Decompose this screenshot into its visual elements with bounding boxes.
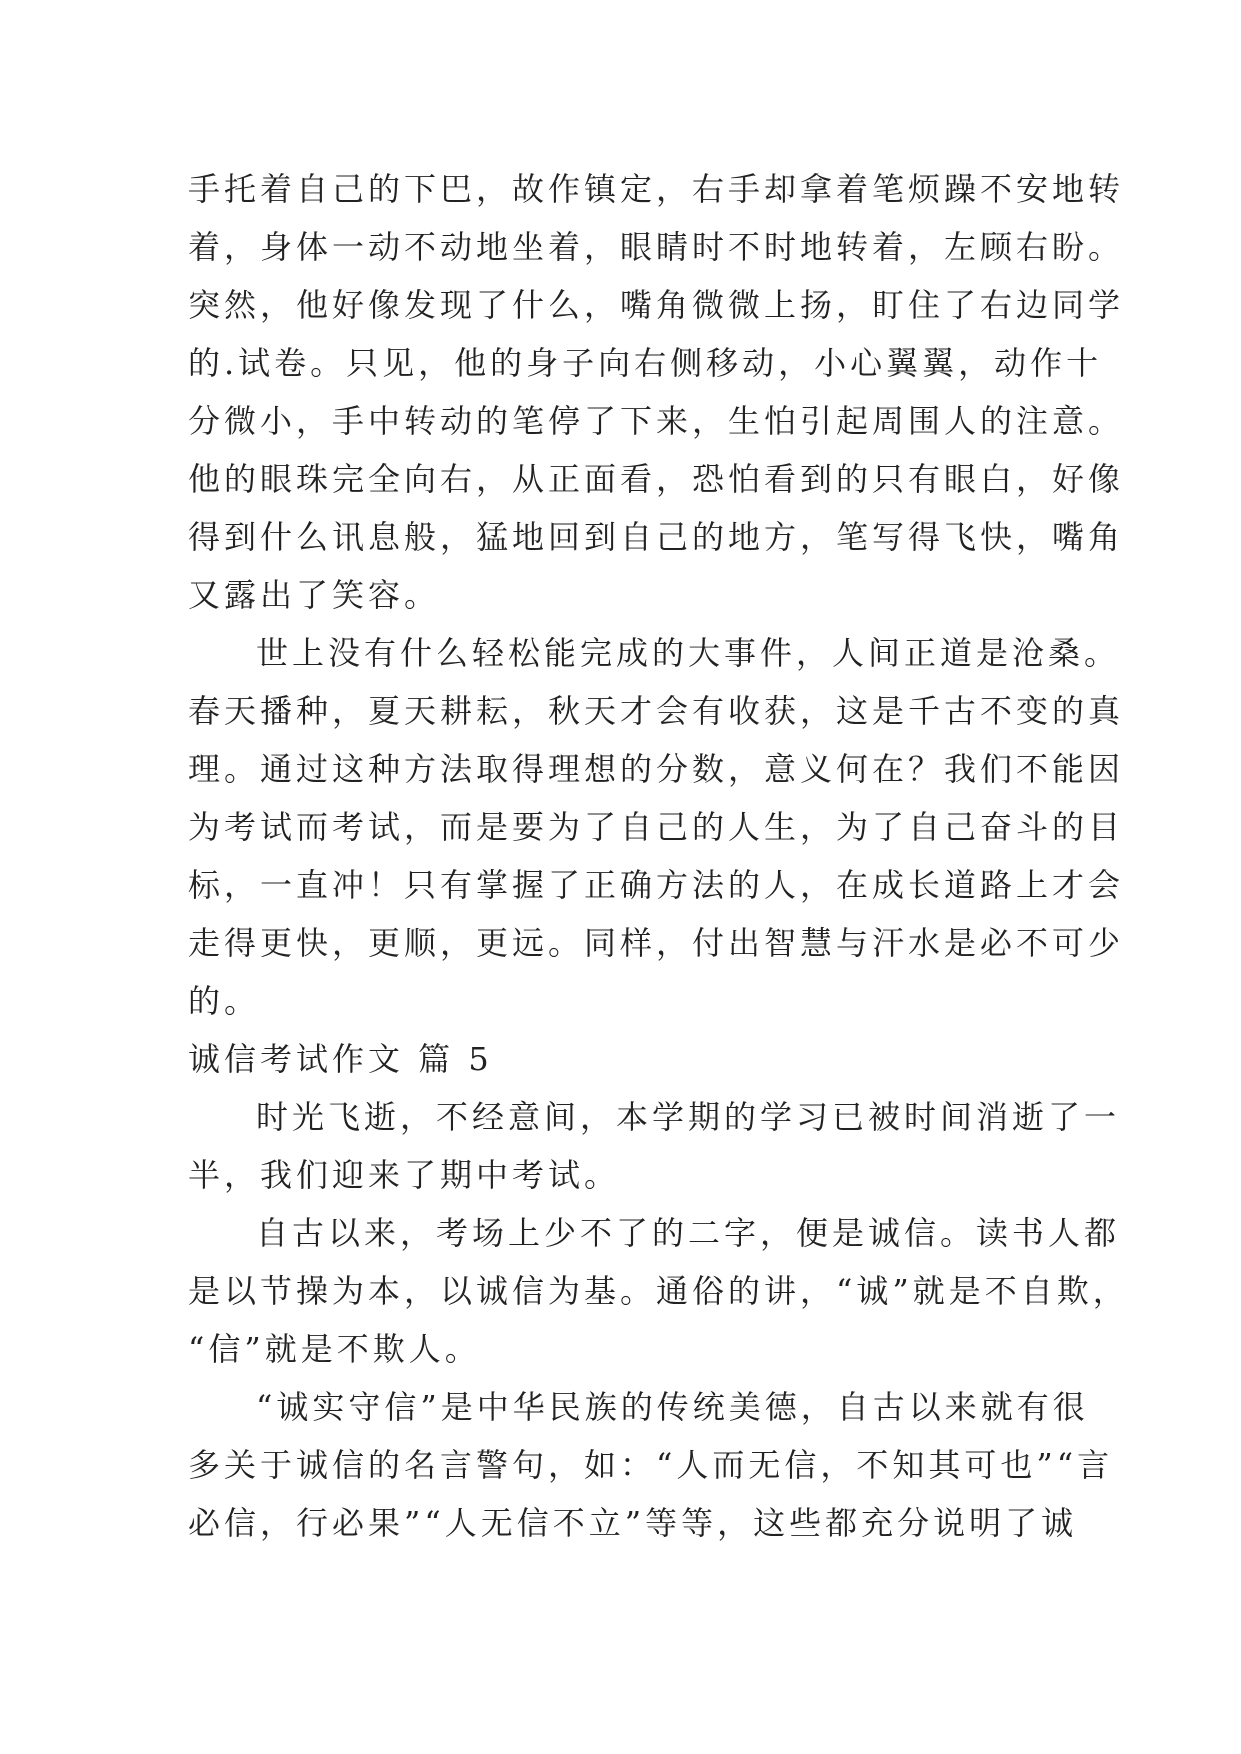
text-line: 为考试而考试，而是要为了自己的人生，为了自己奋斗的目: [188, 808, 1125, 846]
text-line: 世上没有什么轻松能完成的大事件，人间正道是沧桑。: [256, 634, 1121, 672]
text-line: 的。: [188, 982, 261, 1020]
text-line: 是以节操为本，以诚信为基。通俗的讲，“诚”就是不自欺，: [188, 1272, 1129, 1310]
text-line: “信”就是不欺人。: [188, 1330, 481, 1368]
text-line: 的.试卷。只见，他的身子向右侧移动，小心翼翼，动作十: [188, 344, 1103, 382]
text-line: 时光飞逝，不经意间，本学期的学习已被时间消逝了一: [256, 1098, 1121, 1136]
text-line: 理。通过这种方法取得理想的分数，意义何在？我们不能因: [188, 750, 1125, 788]
essay-text: [188, 160, 1129, 1552]
text-line: 突然，他好像发现了什么，嘴角微微上扬，盯住了右边同学: [188, 286, 1125, 324]
text-line: 又露出了笑容。: [188, 576, 441, 614]
text-line: 春天播种，夏天耕耘，秋天才会有收获，这是千古不变的真: [188, 692, 1125, 730]
text-line: 走得更快，更顺，更远。同样，付出智慧与汗水是必不可少: [188, 924, 1125, 962]
text-line: 必信，行必果”“人无信不立”等等，这些都充分说明了诚: [188, 1504, 1078, 1542]
text-line: 得到什么讯息般，猛地回到自己的地方，笔写得飞快，嘴角: [188, 518, 1125, 556]
text-line: 分微小，手中转动的笔停了下来，生怕引起周围人的注意。: [188, 402, 1125, 440]
text-line: “诚实守信”是中华民族的传统美德，自古以来就有很: [256, 1388, 1089, 1426]
section-heading: 诚信考试作文 篇 5: [188, 1040, 493, 1078]
text-line: 他的眼珠完全向右，从正面看，恐怕看到的只有眼白，好像: [188, 460, 1125, 498]
text-line: 半，我们迎来了期中考试。: [188, 1156, 621, 1194]
text-line: 标，一直冲！只有掌握了正确方法的人，在成长道路上才会: [188, 866, 1125, 904]
text-line: 自古以来，考场上少不了的二字，便是诚信。读书人都: [256, 1214, 1121, 1252]
text-line: 多关于诚信的名言警句，如：“人而无信，不知其可也”“言: [188, 1446, 1114, 1484]
text-line: 着，身体一动不动地坐着，眼睛时不时地转着，左顾右盼。: [188, 228, 1125, 266]
text-line: 手托着自己的下巴，故作镇定，右手却拿着笔烦躁不安地转: [188, 170, 1125, 208]
